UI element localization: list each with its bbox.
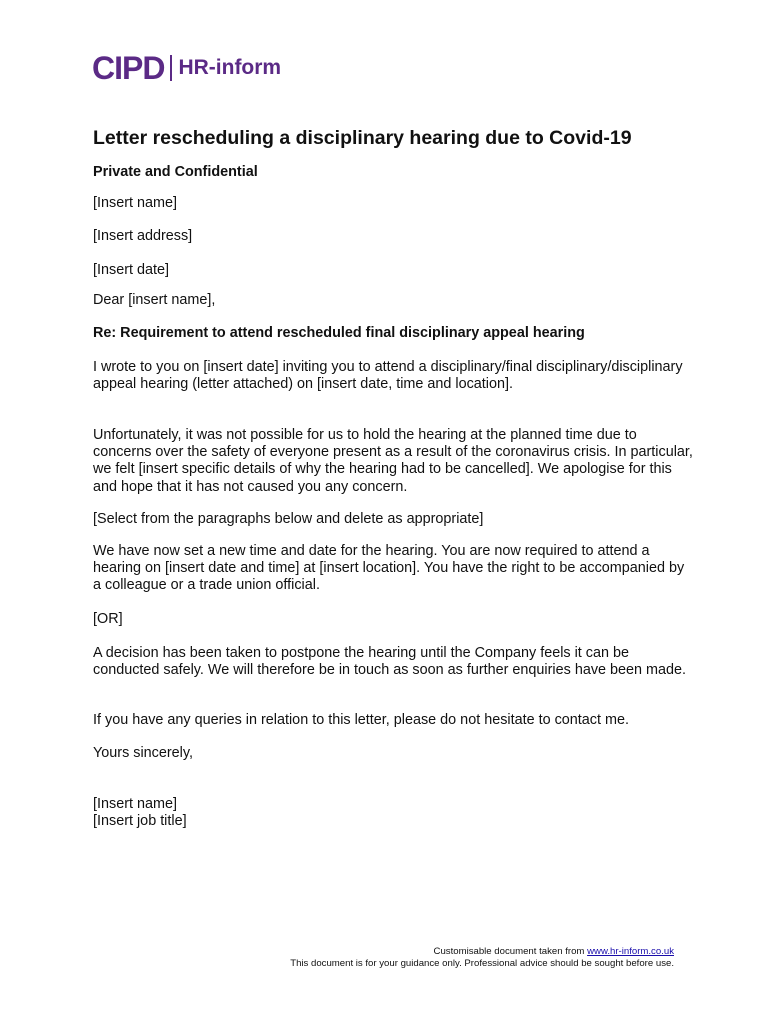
logo-divider bbox=[170, 55, 172, 81]
recipient-address: [Insert address] bbox=[93, 228, 193, 244]
salutation: Dear [insert name], bbox=[93, 292, 216, 308]
footer-link[interactable]: www.hr-inform.co.uk bbox=[587, 946, 674, 957]
footer-line-2: This document is for your guidance only. Professional advice should be sought before use. bbox=[290, 958, 674, 969]
document-title: Letter rescheduling a disciplinary hearing due to Covid-19 bbox=[93, 127, 632, 149]
re-line: Re: Requirement to attend rescheduled final disciplinary appeal hearing bbox=[93, 325, 585, 341]
select-note: [Select from the paragraphs below and delete as appropriate] bbox=[93, 511, 484, 527]
queries-paragraph: If you have any queries in relation to this letter, please do not hesitate to contact me. bbox=[93, 712, 629, 728]
paragraph-3: We have now set a new time and date for the hearing. You are now required to attend a hearing on [insert date and time] at [insert location]. You have the right to be accompanied by a colleague or a trade union official. bbox=[93, 543, 685, 594]
logo-hr-inform: HR-inform bbox=[178, 56, 282, 79]
recipient-name: [Insert name] bbox=[93, 195, 177, 211]
confidential-heading: Private and Confidential bbox=[93, 164, 258, 180]
paragraph-4: A decision has been taken to postpone the hearing until the Company feels it can be conducted safely. We will therefore be in touch as soon as further enquiries have been made. bbox=[93, 645, 687, 679]
signature-name: [Insert name] bbox=[93, 796, 177, 812]
footer-prefix: Customisable document taken from bbox=[433, 946, 588, 957]
paragraph-2: Unfortunately, it was not possible for us to hold the hearing at the planned time due to concerns over the safety of everyone present as a result of the coronavirus crisis. In particular, we felt [insert specific details of why the hearing had to be cancelled]. We apologise for this and hope that it has not caused you any concern. bbox=[93, 427, 693, 495]
footer-line-1 bbox=[434, 946, 674, 958]
closing: Yours sincerely, bbox=[93, 745, 193, 761]
or-marker: [OR] bbox=[93, 611, 123, 627]
letter-date: [Insert date] bbox=[93, 262, 169, 278]
logo-cipd: CIPD bbox=[92, 50, 165, 86]
brand-logo bbox=[92, 52, 281, 84]
paragraph-1: I wrote to you on [insert date] inviting you to attend a disciplinary/final disciplinary/disciplinary appeal hearing (letter attached) on [insert date, time and location]. bbox=[93, 359, 683, 393]
signature-title: [Insert job title] bbox=[93, 813, 187, 829]
